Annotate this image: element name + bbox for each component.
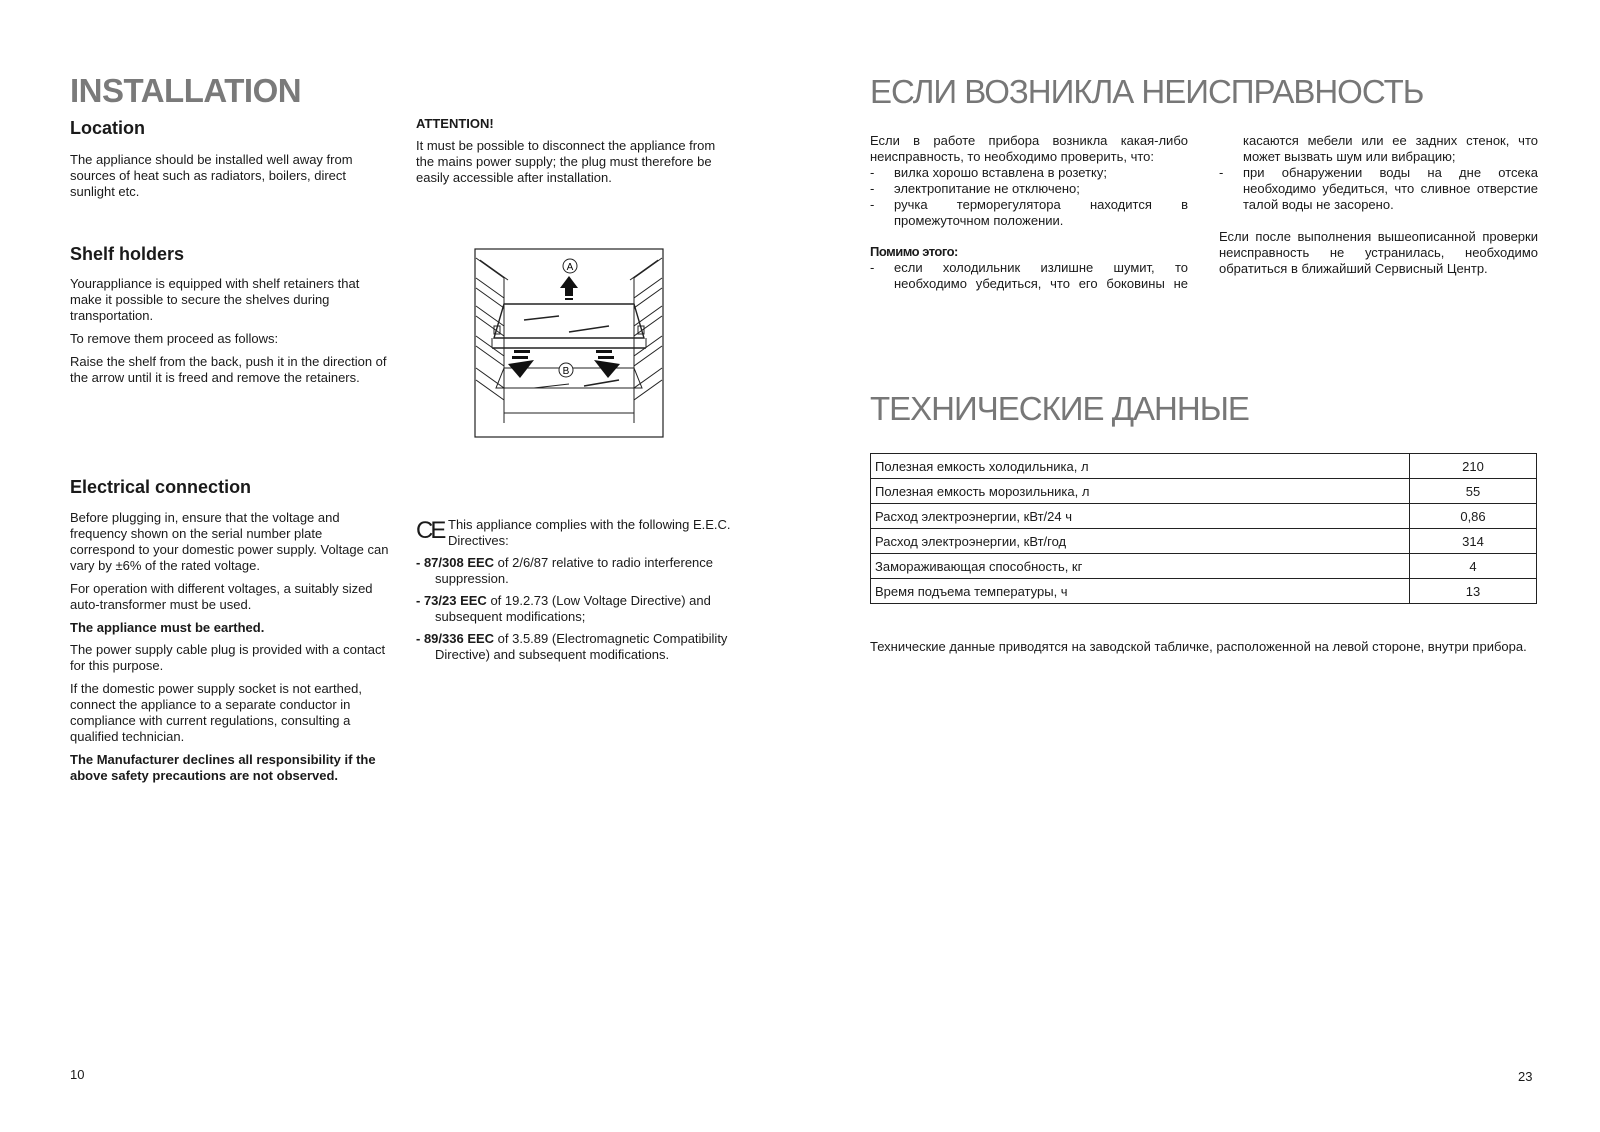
responsibility-notice: The Manufacturer declines all responsibility if the above safety precautions are not observed. xyxy=(70,751,376,783)
spec-label: Полезная емкость морозильника, л xyxy=(871,479,1410,504)
spec-label: Расход электроэнергии, кВт/24 ч xyxy=(871,504,1410,529)
location-heading: Location xyxy=(70,118,145,138)
electrical-text-2: For operation with different voltages, a suitably sized auto-transformer must be used. xyxy=(70,580,373,612)
continuation-item xyxy=(1219,133,1538,165)
table-row xyxy=(871,554,1537,579)
check-item: - электропитание не отключено; xyxy=(870,181,1188,197)
electrical-text-5: If the domestic power supply socket is not earthed, connect the appliance to a separate conductor in compliance with current regulations, consulting a qualified technician. xyxy=(70,680,362,744)
table-row xyxy=(871,529,1537,554)
besides-text: если холодильник излишне шумит, то необходимо убедиться, что его боковины не xyxy=(894,260,1188,291)
spec-value: 4 xyxy=(1410,554,1537,579)
shelf-heading: Shelf holders xyxy=(70,244,185,264)
troubleshooting-title: ЕСЛИ ВОЗНИКЛА НЕИСПРАВНОСТЬ xyxy=(870,73,1424,110)
besides-heading: Помимо этого: xyxy=(870,244,958,259)
spec-label: Полезная емкость холодильника, л xyxy=(871,454,1410,479)
directive-code: - 73/23 EEC xyxy=(416,593,487,608)
shelf-section xyxy=(70,244,390,393)
troubleshooting-col2 xyxy=(1219,133,1538,277)
directive-text: of 2/6/87 relative to radio interference suppression. xyxy=(435,555,714,586)
earthed-notice: The appliance must be earthed. xyxy=(70,619,265,635)
spec-value: 210 xyxy=(1410,454,1537,479)
troubleshooting-col1 xyxy=(870,133,1188,292)
directive-code: - 89/336 EEC xyxy=(416,631,495,646)
shelf-text-3: Raise the shelf from the back, push it in the direction of the arrow until it is freed and remove the retainers. xyxy=(70,353,387,385)
spec-value: 13 xyxy=(1410,579,1537,604)
ce-section xyxy=(416,517,736,669)
table-row xyxy=(871,504,1537,529)
shelf-holder-illustration xyxy=(474,248,664,438)
installation-title: INSTALLATION xyxy=(70,72,302,109)
check-item: - ручка терморегулятора находится в промежуточном положении. xyxy=(870,197,1188,228)
specs-title: ТЕХНИЧЕСКИЕ ДАННЫЕ xyxy=(870,390,1249,427)
attention-section xyxy=(416,116,736,193)
shelf-text-2: To remove them proceed as follows: xyxy=(70,330,279,346)
table-row xyxy=(871,579,1537,604)
check-text: электропитание не отключено; xyxy=(894,181,1080,196)
check-text: ручка терморегулятора находится в промежуточном положении. xyxy=(894,197,1188,228)
attention-heading: ATTENTION! xyxy=(416,116,494,131)
continuation-text: касаются мебели или ее задних стенок, что может вызвать шум или вибрацию; xyxy=(1243,133,1538,164)
spec-value: 55 xyxy=(1410,479,1537,504)
ce-mark-icon: CE xyxy=(416,517,444,544)
besides-item: - если холодильник излишне шумит, то необходимо убедиться, что его боковины не xyxy=(870,260,1188,291)
electrical-text-1: Before plugging in, ensure that the voltage and frequency shown on the serial number plate correspond to your domestic power supply. Voltage can vary by ±6% of the rated voltage. xyxy=(70,509,389,573)
directive-text: of 3.5.89 (Electromagnetic Compatibility Directive) and subsequent modifications. xyxy=(435,631,728,662)
service-center-text: Если после выполнения вышеописанной проверки неисправность не устранилась, необходимо обратиться в ближайший Сервисный Центр. xyxy=(1219,229,1538,276)
water-check-item: - при обнаружении воды на дне отсека необходимо убедиться, что сливное отверстие талой воды не засорено. xyxy=(1219,165,1538,212)
figure-label-a: A xyxy=(566,262,574,273)
spec-value: 314 xyxy=(1410,529,1537,554)
specs-note: Технические данные приводятся на заводской табличке, расположенной на левой стороне, внутри прибора. xyxy=(870,639,1527,654)
check-text: вилка хорошо вставлена в розетку; xyxy=(894,165,1107,180)
spec-label: Время подъема температуры, ч xyxy=(871,579,1410,604)
page-number-left: 10 xyxy=(70,1067,85,1082)
ce-intro: This appliance complies with the following E.E.C. Directives: xyxy=(448,517,731,548)
electrical-section xyxy=(70,477,390,791)
location-text: The appliance should be installed well away from sources of heat such as radiators, boilers, direct sunlight etc. xyxy=(70,151,353,199)
specs-table xyxy=(870,453,1537,604)
check-item: - вилка хорошо вставлена в розетку; xyxy=(870,165,1188,181)
electrical-heading: Electrical connection xyxy=(70,477,252,497)
table-row xyxy=(871,479,1537,504)
figure-label-b: B xyxy=(562,366,570,377)
table-row xyxy=(871,454,1537,479)
shelf-text-1: Yourappliance is equipped with shelf retainers that make it possible to secure the shelves during transportation. xyxy=(70,275,360,323)
directive-item xyxy=(416,555,736,587)
water-check-text: при обнаружении воды на дне отсека необходимо убедиться, что сливное отверстие талой воды не засорено. xyxy=(1243,165,1538,212)
attention-text: It must be possible to disconnect the appliance from the mains power supply; the plug must therefore be easily accessible after installation. xyxy=(416,138,716,185)
spec-label: Расход электроэнергии, кВт/год xyxy=(871,529,1410,554)
spec-label: Замораживающая способность, кг xyxy=(871,554,1410,579)
electrical-text-4: The power supply cable plug is provided with a contact for this purpose. xyxy=(70,641,386,673)
page-number-right: 23 xyxy=(1518,1069,1533,1084)
directive-text: of 19.2.73 (Low Voltage Directive) and subsequent modifications; xyxy=(435,593,711,624)
spec-value: 0,86 xyxy=(1410,504,1537,529)
location-section xyxy=(70,118,390,207)
directive-code: - 87/308 EEC xyxy=(416,555,495,570)
directive-item xyxy=(416,593,736,625)
troubleshooting-intro: Если в работе прибора возникла какая-либо неисправность, то необходимо проверить, что: xyxy=(870,133,1188,164)
directive-item xyxy=(416,631,736,663)
